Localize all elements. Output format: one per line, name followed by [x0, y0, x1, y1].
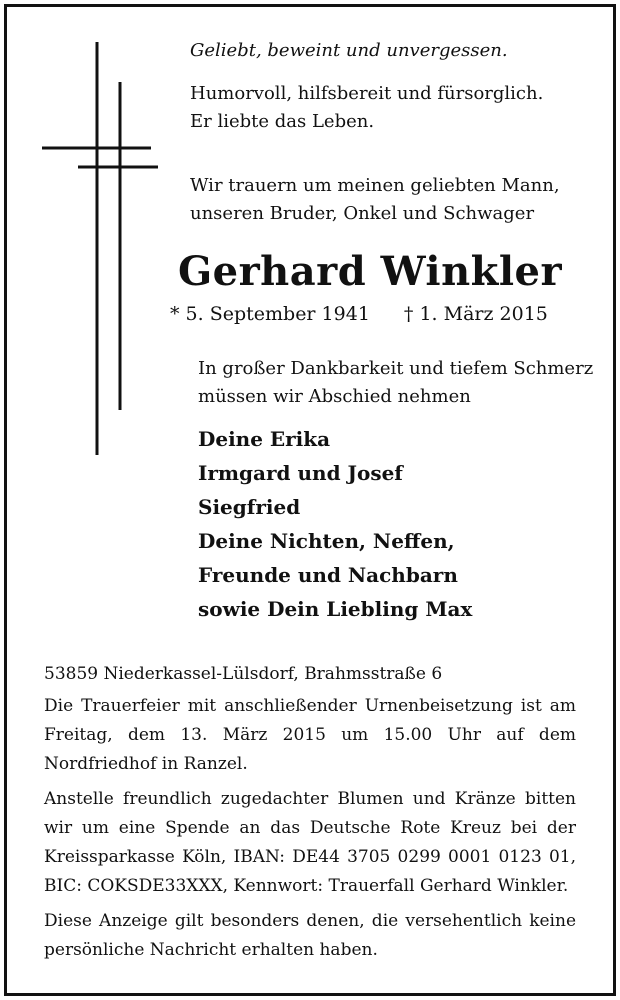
donation-info: Anstelle freundlich zugedachter Blumen und Kränze bitten wir um eine Spende an das Deutsche Rote Kreuz bei der Kreissparkasse Köln, IBAN: DE44 3705 0299 0001 0123 01, BIC: COKSDE33XXX, Kennwort: Trauerfall Gerhard Winkler. — [44, 789, 576, 896]
death-date: † 1. März 2015 — [403, 303, 548, 325]
motto: Geliebt, beweint und unvergessen. — [190, 40, 508, 61]
tribute-line: Humorvoll, hilfsbereit und fürsorglich. — [190, 83, 544, 104]
life-dates — [170, 303, 548, 325]
mourner: sowie Dein Liebling Max — [198, 597, 473, 621]
farewell-line: müssen wir Abschied nehmen — [198, 386, 471, 407]
tribute-text — [190, 80, 543, 136]
grief-line: unseren Bruder, Onkel und Schwager — [190, 203, 535, 224]
grief-text — [190, 172, 560, 228]
tribute-line: Er liebte das Leben. — [190, 111, 375, 132]
farewell-line: In großer Dankbarkeit und tiefem Schmerz — [198, 358, 594, 379]
funeral-info: Die Trauerfeier mit anschließender Urnenbeisetzung ist am Freitag, dem 13. März 2015 um 15.00 Uhr auf dem Nordfriedhof in Ranzel. — [44, 696, 576, 774]
mourner: Siegfried — [198, 495, 301, 519]
mourner: Deine Erika — [198, 427, 331, 451]
mourner: Deine Nichten, Neffen, — [198, 529, 455, 553]
address: 53859 Niederkassel-Lülsdorf, Brahmsstraße 6 — [44, 664, 443, 684]
notice-remark: Diese Anzeige gilt besonders denen, die versehentlich keine persönliche Nachricht erhalten haben. — [44, 911, 576, 960]
mourner: Irmgard und Josef — [198, 461, 403, 485]
grief-line: Wir trauern um meinen geliebten Mann, — [190, 175, 560, 196]
deceased-name: Gerhard Winkler — [178, 248, 563, 295]
farewell-text — [198, 355, 593, 411]
notice-footer — [44, 660, 576, 971]
mourners-list — [198, 422, 472, 626]
birth-date: * 5. September 1941 — [170, 303, 370, 325]
mourner: Freunde und Nachbarn — [198, 563, 458, 587]
